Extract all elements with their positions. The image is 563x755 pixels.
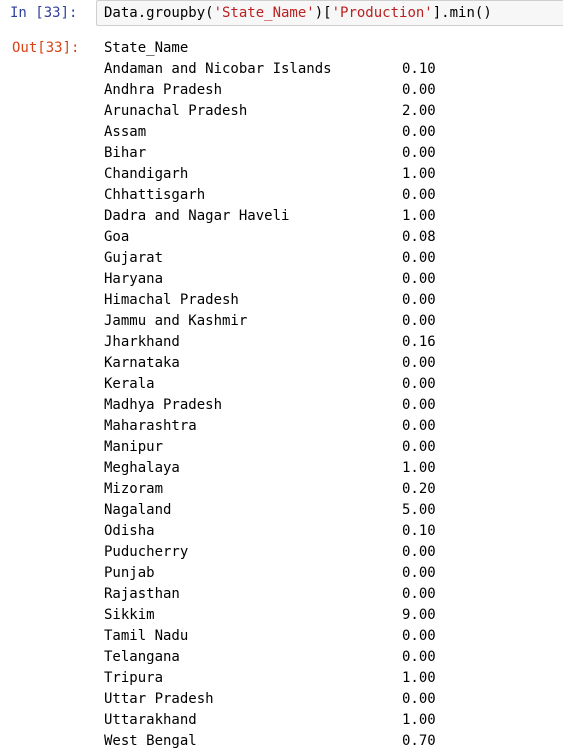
output-row [104,647,436,668]
production-min-value: 0.00 [402,565,436,581]
output-row [104,290,436,311]
state-name: Uttarakhand [104,712,197,728]
production-min-value: 0.20 [402,481,436,497]
code-line [104,3,492,23]
production-min-value: 1.00 [402,166,436,182]
production-min-value: 5.00 [402,502,436,518]
output-row [104,521,436,542]
state-name: Telangana [104,649,180,665]
production-min-value: 0.00 [402,439,436,455]
production-min-value: 2.00 [402,103,436,119]
production-min-value: 0.00 [402,292,436,308]
production-min-value: 0.00 [402,82,436,98]
state-name: Sikkim [104,607,155,623]
state-name: West Bengal [104,733,197,749]
production-min-value: 0.10 [402,61,436,77]
production-min-value: 0.00 [402,586,436,602]
production-min-value: 0.00 [402,397,436,413]
output-row [104,80,436,101]
state-name: Rajasthan [104,586,180,602]
output-row [104,563,436,584]
input-cell[interactable] [0,0,563,28]
output-row [104,353,436,374]
production-min-value: 0.00 [402,250,436,266]
state-name: Kerala [104,376,155,392]
output-row [104,374,436,395]
output-row [104,710,436,731]
state-name: Assam [104,124,147,140]
output-row [104,437,436,458]
production-min-value: 0.00 [402,355,436,371]
state-name: Gujarat [104,250,164,266]
output-row [104,479,436,500]
output-row [104,122,436,143]
state-name: Tripura [104,670,164,686]
state-name: Himachal Pradesh [104,292,239,308]
state-name: Andhra Pradesh [104,82,223,98]
state-name: Mizoram [104,481,164,497]
output-row [104,584,436,605]
production-min-value: 0.00 [402,145,436,161]
output-row [104,311,436,332]
code-suffix: ].min() [432,5,492,21]
output-row [104,59,436,80]
code-middle: )[ [314,5,332,21]
output-row [104,458,436,479]
output-prompt: Out[33]: [12,40,80,56]
output-row [104,731,436,752]
state-name: Uttar Pradesh [104,691,214,707]
production-min-value: 1.00 [402,208,436,224]
production-min-value: 9.00 [402,607,436,623]
output-row [104,143,436,164]
production-min-value: 0.00 [402,376,436,392]
index-header: State_Name [104,40,189,56]
production-min-value: 1.00 [402,712,436,728]
output-row [104,689,436,710]
production-min-value: 0.00 [402,187,436,203]
output-row [104,248,436,269]
production-min-value: 0.00 [402,691,436,707]
production-min-value: 0.00 [402,124,436,140]
state-name: Goa [104,229,130,245]
state-name: Meghalaya [104,460,180,476]
state-name: Bihar [104,145,147,161]
state-name: Karnataka [104,355,180,371]
output-row [104,332,436,353]
state-name: Jharkhand [104,334,180,350]
state-name: Manipur [104,439,164,455]
code-string-state-name: 'State_Name' [213,5,315,21]
code-string-production: 'Production' [331,5,433,21]
output-row [104,500,436,521]
output-row [104,185,436,206]
output-row [104,626,436,647]
state-name: Andaman and Nicobar Islands [104,61,332,77]
output-row [104,164,436,185]
output-row [104,668,436,689]
state-name: Puducherry [104,544,189,560]
production-min-value: 1.00 [402,670,436,686]
output-row [104,542,436,563]
output-row [104,605,436,626]
state-name: Dadra and Nagar Haveli [104,208,290,224]
production-min-value: 0.70 [402,733,436,749]
production-min-value: 0.00 [402,418,436,434]
code-editor[interactable] [96,0,563,26]
state-name: Punjab [104,565,155,581]
production-min-value: 0.08 [402,229,436,245]
state-name: Nagaland [104,502,172,518]
state-name: Arunachal Pradesh [104,103,248,119]
output-row [104,227,436,248]
output-row [104,416,436,437]
output-row [104,269,436,290]
state-name: Jammu and Kashmir [104,313,248,329]
state-name: Tamil Nadu [104,628,189,644]
state-name: Haryana [104,271,164,287]
state-name: Odisha [104,523,155,539]
output-text [104,38,436,752]
state-name: Madhya Pradesh [104,397,223,413]
production-min-value: 0.00 [402,649,436,665]
index-header-row [104,38,189,59]
state-name: Chandigarh [104,166,189,182]
production-min-value: 0.00 [402,628,436,644]
production-min-value: 0.16 [402,334,436,350]
output-row [104,206,436,227]
production-min-value: 0.00 [402,271,436,287]
state-name: Maharashtra [104,418,197,434]
state-name: Chhattisgarh [104,187,206,203]
output-row [104,101,436,122]
code-prefix: Data.groupby( [104,5,214,21]
production-min-value: 0.00 [402,544,436,560]
production-min-value: 1.00 [402,460,436,476]
production-min-value: 0.10 [402,523,436,539]
output-row [104,395,436,416]
input-prompt: In [33]: [10,5,78,21]
production-min-value: 0.00 [402,313,436,329]
